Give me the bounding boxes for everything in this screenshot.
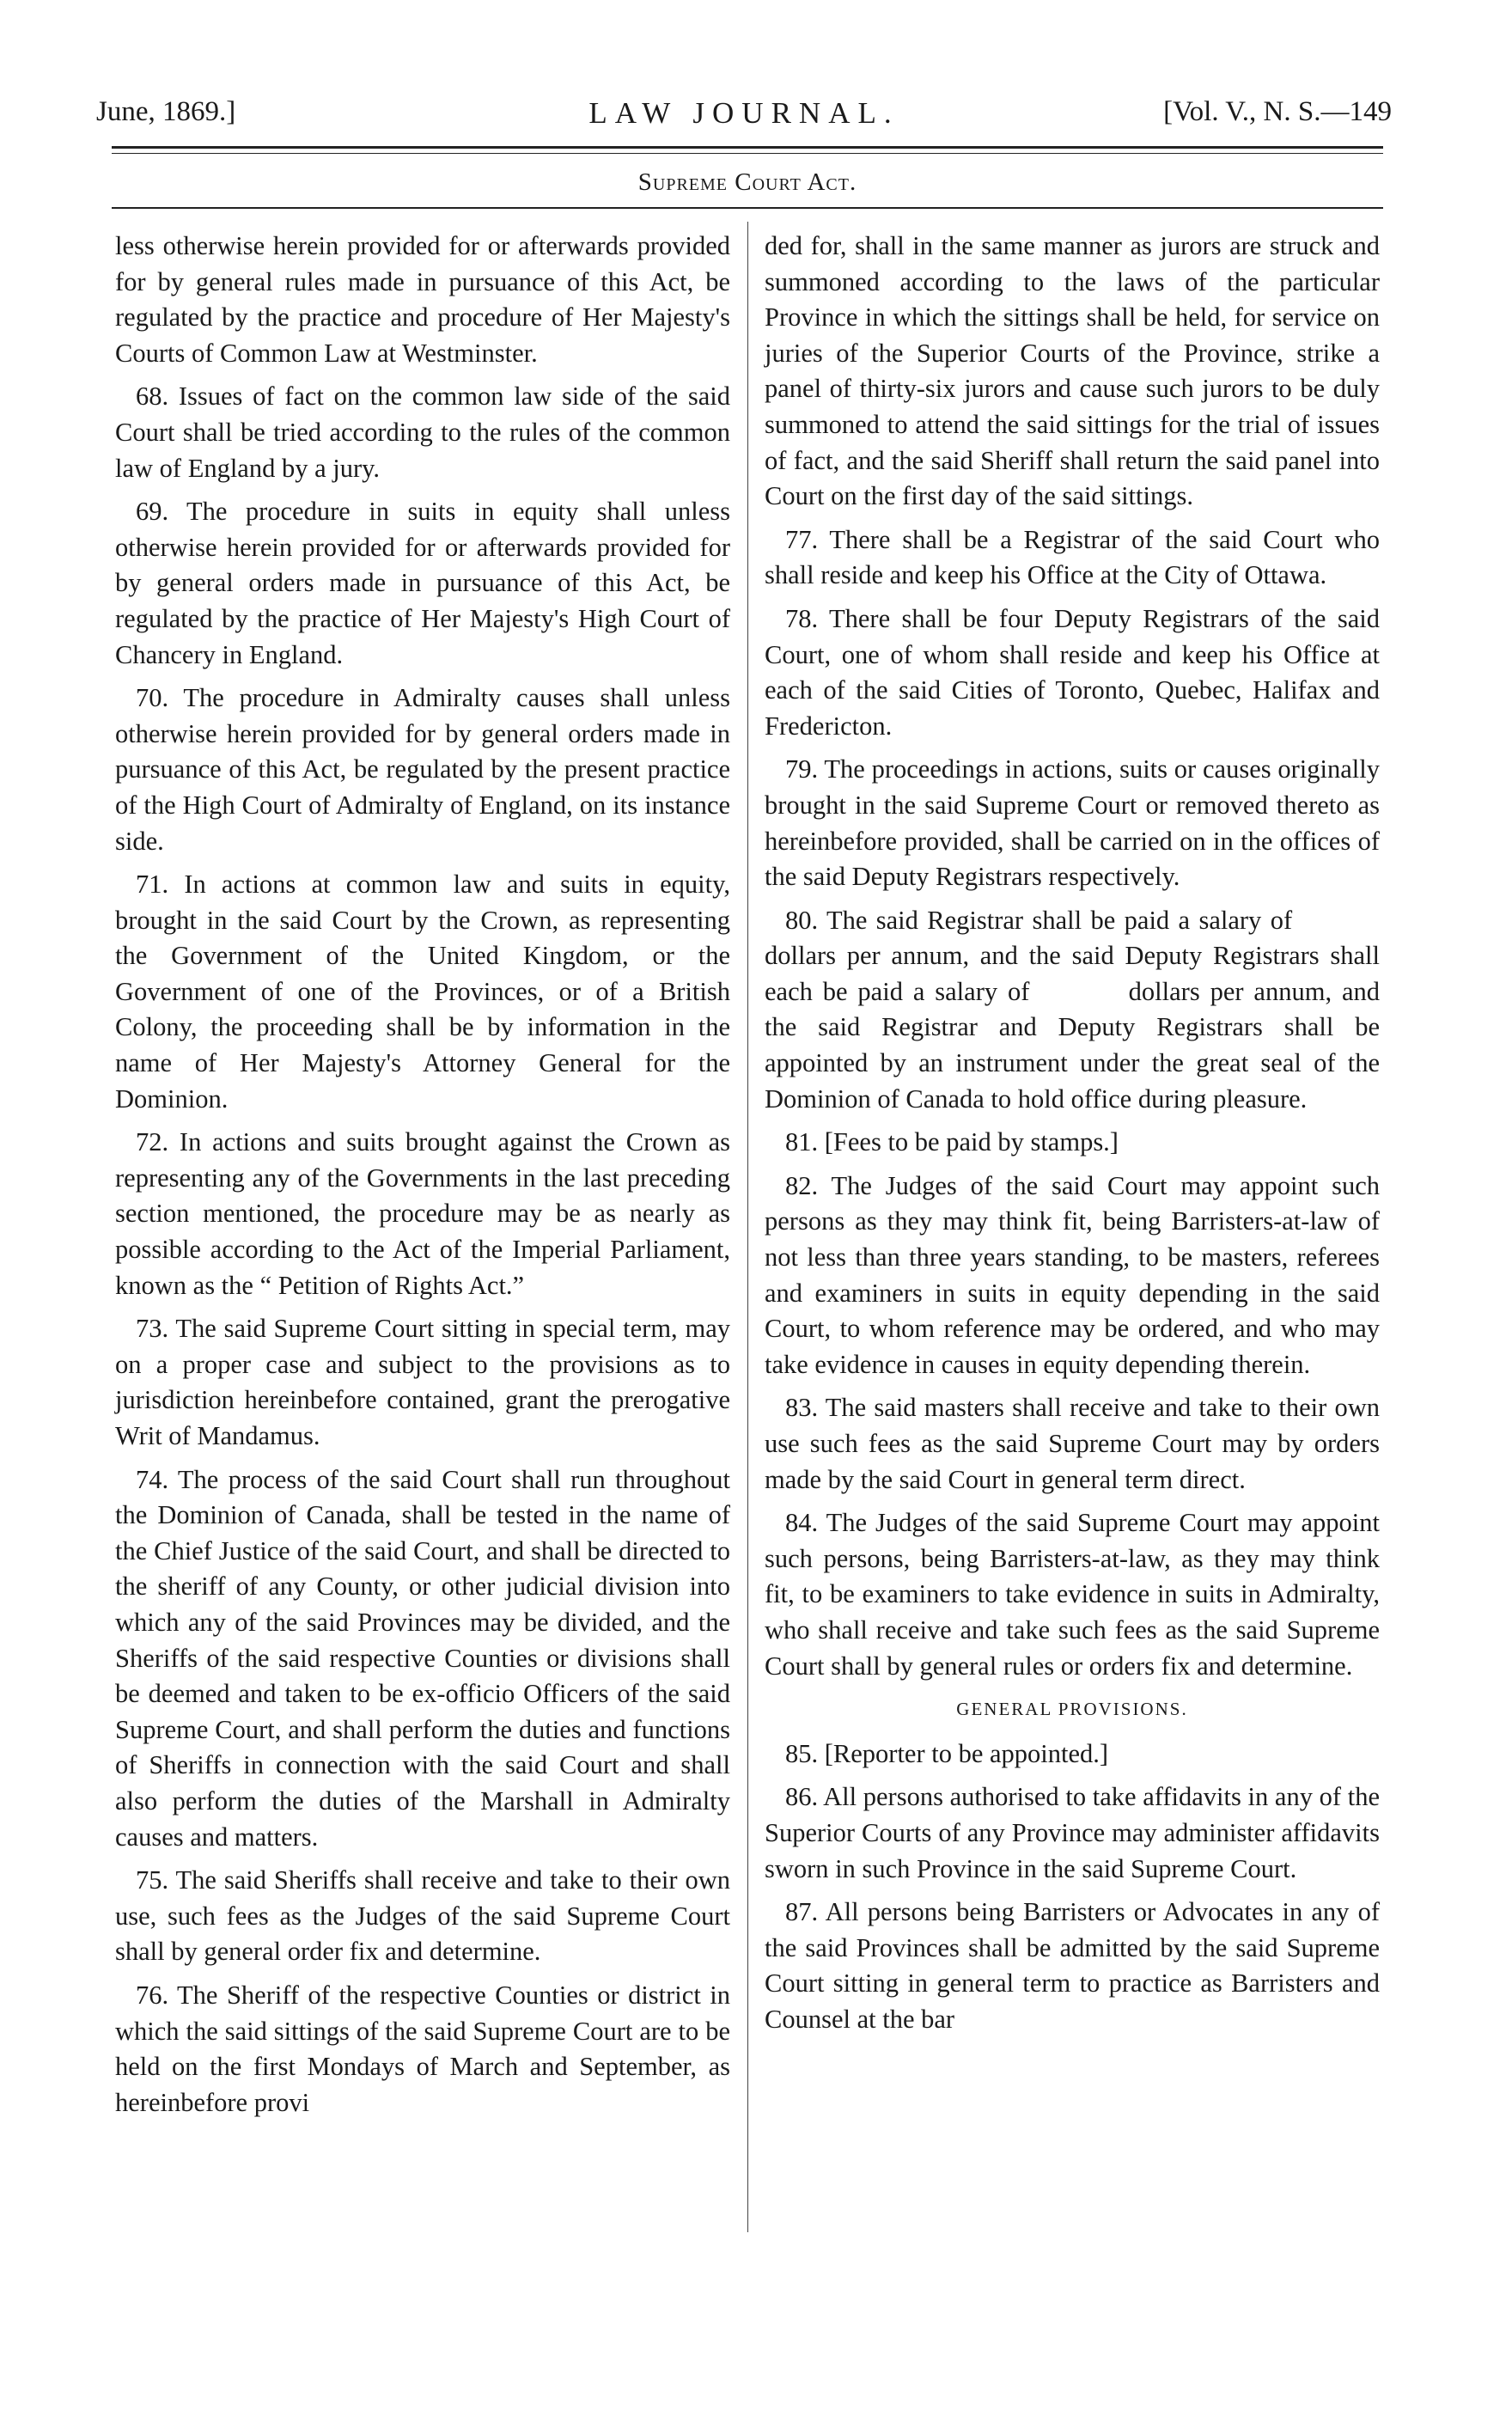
right-column xyxy=(765,229,1380,2046)
header-journal-title: LAW JOURNAL. xyxy=(588,96,899,130)
paragraph: ded for, shall in the same manner as jurors are struck and summoned according to the laws of the particular Province in which the sittings shall be held, for service on juries of the Superior Courts of the Province, strike a panel of thirty-six jurors and cause such jurors to be duly summoned to attend the said sittings for the trial of issues of fact, and the said Sheriff shall return the said panel into Court on the first day of the said sittings. xyxy=(765,231,1380,511)
paragraph: 68. Issues of fact on the common law side of the said Court shall be tried according to the rules of the common law of England by a jury. xyxy=(115,381,730,483)
paragraph: 73. The said Supreme Court sitting in special term, may on a proper case and subject to the provisions as to jurisdiction hereinbefore contained, grant the prerogative Writ of Mandamus. xyxy=(115,1314,730,1450)
paragraph: 84. The Judges of the said Supreme Court may appoint such persons, being Barristers-at-law, as they may think fit, to be examiners to take evidence in suits in Admiralty, who shall receive and take such fees as the said Supreme Court shall by general rules or orders fix and determine. xyxy=(765,1508,1380,1681)
paragraph: 77. There shall be a Registrar of the said Court who shall reside and keep his Office at the City of Ottawa. xyxy=(765,524,1380,590)
column-divider xyxy=(747,222,748,2232)
paragraph: 85. [Reporter to be appointed.] xyxy=(785,1738,1109,1768)
paragraph: 69. The procedure in suits in equity shall unless otherwise herein provided for or afterwards provided for by general orders made in pursuance of this Act, be regulated by the practice of Her Majesty's High Court of Chancery in England. xyxy=(115,497,730,669)
paragraph: 70. The procedure in Admiralty causes shall unless otherwise herein provided for by general orders made in pursuance of this Act, be regulated by the present practice of the High Court of Admiralty of England, on its instance side. xyxy=(115,683,730,856)
paragraph: 72. In actions and suits brought against the Crown as representing any of the Governments in the last preceding section mentioned, the procedure may be as nearly as possible according to the Act of the Imperial Parliament, known as the “ Petition of Rights Act.” xyxy=(115,1127,730,1300)
paragraph: 86. All persons authorised to take affidavits in any of the Superior Courts of any Province may administer affidavits sworn in such Province in the said Supreme Court. xyxy=(765,1782,1380,1883)
section-title: Supreme Court Act. xyxy=(637,168,857,196)
header-volume-page: [Vol. V., N. S.—149 xyxy=(1163,96,1392,127)
paragraph: 82. The Judges of the said Court may appoint such persons as they may think fit, being Barristers-at-law of not less than three years standing, to be masters, referees and examiners in suits in equity depending in the said Court, to whom reference may be ordered, and who may take evidence in causes in equity depending therein. xyxy=(765,1170,1380,1379)
paragraph: 83. The said masters shall receive and take to their own use such fees as the said Supreme Court may by orders made by the said Court in general term direct. xyxy=(765,1393,1380,1494)
paragraph: 75. The said Sheriffs shall receive and take to their own use, such fees as the Judges of the said Supreme Court shall by general order fix and determine. xyxy=(115,1865,730,1967)
paragraph: 71. In actions at common law and suits in equity, brought in the said Court by the Crown, as representing the Government of the United Kingdom, or the Government of one of the Provinces, or of a British Colony, the proceeding shall be by information in the name of Her Majesty's Attorney General for the Dominion. xyxy=(115,870,730,1114)
header-rule-thick xyxy=(112,146,1383,149)
header-date: June, 1869.] xyxy=(96,96,236,127)
paragraph: 81. [Fees to be paid by stamps.] xyxy=(785,1127,1119,1157)
left-column xyxy=(115,229,730,2128)
paragraph: 87. All persons being Barristers or Advocates in any of the said Provinces shall be admitted by the said Supreme Court sitting in general term to practice as Barristers and Counsel at the bar xyxy=(765,1897,1380,2034)
header-rule-thin xyxy=(112,153,1383,154)
paragraph: 80. The said Registrar shall be paid a salary of dollars per annum, and the said Deputy Registrars shall each be paid a salary of dollars per annum, and the said Registrar and Deputy Registrars shall be appointed by an instrument under the great seal of the Dominion of Canada to hold office during pleasure. xyxy=(765,905,1380,1114)
paragraph: 74. The process of the said Court shall run throughout the Dominion of Canada, shall be tested in the name of the Chief Justice of the said Court, and shall be directed to the sheriff of any County, or other judicial division into which any of the said Provinces may be divided, and the Sheriffs of the said respective Counties or divisions shall be deemed and taken to be ex-officio Officers of the said Supreme Court, and shall perform the duties and functions of Sheriffs in connection with the said Court and shall also perform the duties of the Marshall in Admiralty causes and matters. xyxy=(115,1464,730,1852)
paragraph: 76. The Sheriff of the respective Counties or district in which the said sittings of the said Supreme Court are to be held on the first Mondays of March and September, as hereinbefore provi xyxy=(115,1980,730,2117)
section-rule xyxy=(112,207,1383,209)
paragraph: 79. The proceedings in actions, suits or causes originally brought in the said Supreme Court or removed thereto as hereinbefore provided, shall be carried on in the offices of the said Deputy Registrars respectively. xyxy=(765,754,1380,892)
running-header xyxy=(96,96,1392,139)
subheading-general-provisions: GENERAL PROVISIONS. xyxy=(956,1699,1188,1720)
paragraph: 78. There shall be four Deputy Registrars of the said Court, one of whom shall reside and keep his Office at each of the said Cities of Toronto, Quebec, Halifax and Fredericton. xyxy=(765,603,1380,741)
paragraph: less otherwise herein provided for or afterwards provided for by general rules made in pursuance of this Act, be regulated by the practice and procedure of Her Majesty's Courts of Common Law at Westminster. xyxy=(115,231,730,368)
